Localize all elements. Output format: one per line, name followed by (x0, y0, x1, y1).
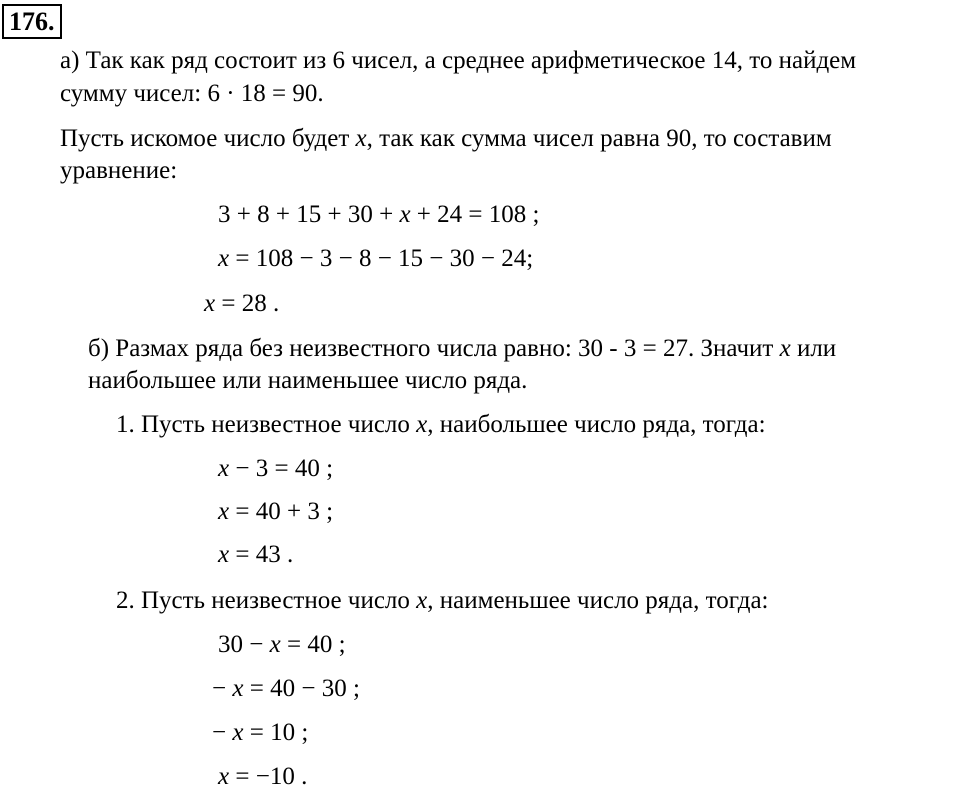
part-a-line-3-before: Пусть искомое число будет (60, 125, 356, 152)
case-1-equation-2: x = 40 + 3 ; (218, 498, 334, 525)
part-a-line-1: а) Так как ряд состоит из 6 чисел, а среднее арифметическое 14, то найдем (60, 47, 857, 74)
part-a-line-3 (60, 124, 832, 154)
part-a-line-3-after: , так как сумма чисел равна 90, то составим (366, 125, 832, 152)
part-a-line-4: уравнение: (60, 157, 178, 184)
case-1-equation-3: x = 43 . (218, 541, 294, 568)
case-2-heading-before: 2. Пусть неизвестное число (116, 587, 417, 614)
case-1-heading-after: , наибольшее число ряда, тогда: (427, 411, 766, 438)
part-b-line-1-before: б) Размах ряда без неизвестного числа равно: 30 - 3 = 27. Значит (88, 335, 780, 362)
case-2-heading (116, 586, 768, 616)
case-2-heading-after: , наименьшее число ряда, тогда: (427, 587, 769, 614)
part-a-equation-1: 3 + 8 + 15 + 30 + x + 24 = 108 ; (218, 201, 540, 228)
part-b-line-1-after: или (790, 335, 837, 362)
case-2-equation-2: − x = 40 − 30 ; (212, 675, 360, 702)
case-1-equation-1: x − 3 = 40 ; (218, 455, 334, 482)
case-2-equation-3: − x = 10 ; (212, 719, 309, 746)
case-1-heading (116, 410, 766, 440)
part-b-line-1 (88, 334, 836, 364)
case-2-equation-1: 30 − x = 40 ; (218, 631, 346, 658)
variable-x: x (779, 335, 791, 362)
variable-x: x (355, 125, 367, 152)
part-a-line-2: сумму чисел: 6 · 18 = 90. (60, 80, 324, 107)
problem-number: 176. (2, 4, 62, 39)
variable-x: x (416, 411, 428, 438)
case-1-heading-before: 1. Пусть неизвестное число (116, 411, 417, 438)
part-a-equation-2: x = 108 − 3 − 8 − 15 − 30 − 24; (218, 245, 534, 272)
part-a-equation-3: x = 28 . (204, 290, 280, 317)
case-2-equation-4: x = −10 . (218, 763, 308, 790)
part-b-line-2: наибольшее или наименьшее число ряда. (88, 367, 528, 394)
variable-x: x (416, 587, 428, 614)
